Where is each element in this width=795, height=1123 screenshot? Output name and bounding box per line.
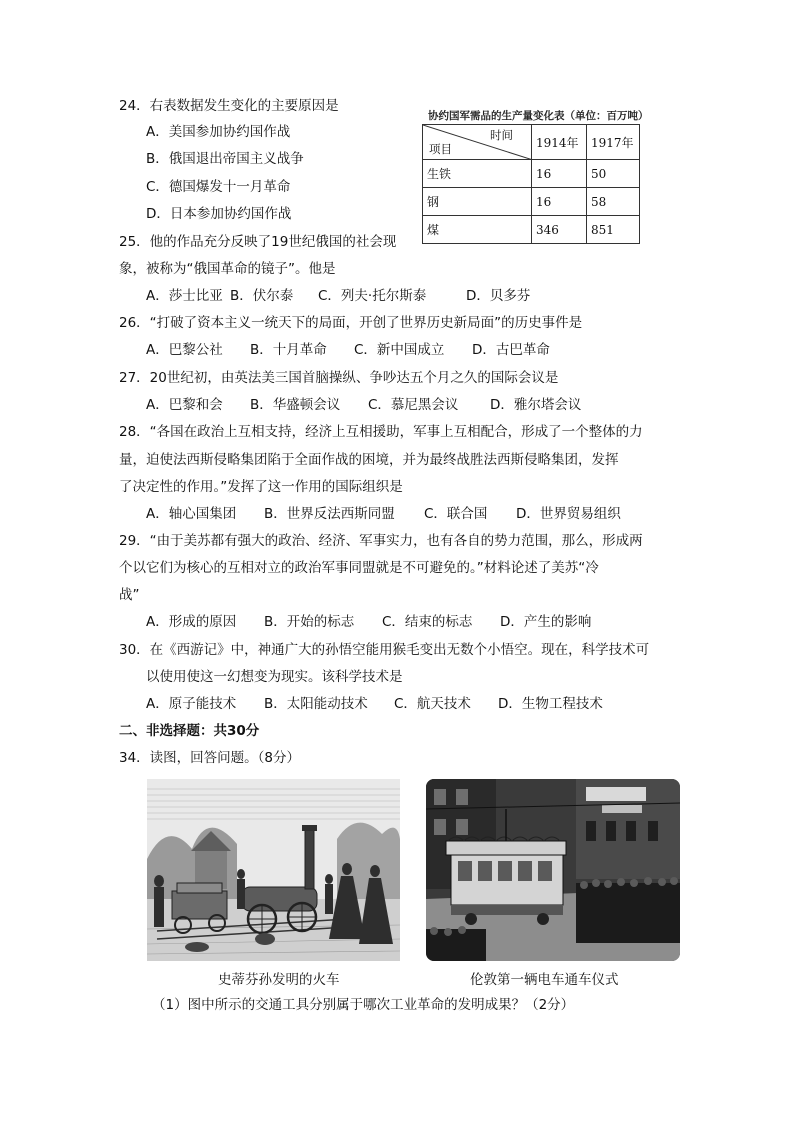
row-value-1914: 16 <box>532 188 587 216</box>
q27-options <box>146 396 581 414</box>
header-item: 项目 <box>429 142 452 156</box>
q28-option-d: D．世界贸易组织 <box>516 506 621 522</box>
locomotive-illustration <box>147 779 400 961</box>
q29-line3: 战” <box>119 587 140 603</box>
q28-line2: 量，迫使法西斯侵略集团陷于全面作战的困境，并为最终战胜法西斯侵略集团，发挥 <box>119 452 619 468</box>
q27-stem: 27．20世纪初，由英法美三国首脑操纵、争吵达五个月之久的国际会议是 <box>119 370 559 386</box>
row-value-1917: 851 <box>587 216 640 244</box>
header-year-1914: 1914年 <box>532 125 587 160</box>
q25-option-c: C．列夫·托尔斯泰 <box>318 288 427 304</box>
q25-line1: 25．他的作品充分反映了19世纪俄国的社会现 <box>119 234 397 250</box>
table-header-row <box>423 125 640 160</box>
caption-tram: 伦敦第一辆电车通车仪式 <box>470 972 619 988</box>
caption-locomotive: 史蒂芬孙发明的火车 <box>218 972 340 988</box>
q26-options <box>146 341 550 359</box>
tram-ceremony-photo <box>426 779 680 961</box>
header-year-1917: 1917年 <box>587 125 640 160</box>
q29-line1: 29．“由于美苏都有强大的政治、经济、军事实力，也有各自的势力范围，那么，形成两 <box>119 533 643 549</box>
q30-option-d: D．生物工程技术 <box>498 696 603 712</box>
q29-option-c: C．结束的标志 <box>382 614 473 630</box>
row-value-1914: 16 <box>532 160 587 188</box>
table-row <box>423 216 640 244</box>
q25-option-a: A．莎士比亚 <box>146 288 223 304</box>
q24-stem: 24．右表数据发生变化的主要原因是 <box>119 98 339 114</box>
q26-option-a: A．巴黎公社 <box>146 342 223 358</box>
q28-options <box>146 505 621 523</box>
q30-option-b: B．太阳能动技术 <box>264 696 368 712</box>
q30-line1: 30．在《西游记》中，神通广大的孙悟空能用猴毛变出无数个小悟空。现在，科学技术可 <box>119 642 650 658</box>
q28-option-c: C．联合国 <box>424 506 488 522</box>
q26-stem: 26．“打破了资本主义一统天下的局面，开创了世界历史新局面”的历史事件是 <box>119 315 583 331</box>
row-item: 钢 <box>423 188 532 216</box>
table-caption: 协约国军需品的生产量变化表（单位：百万吨） <box>428 110 649 122</box>
table-row <box>423 160 640 188</box>
q24-option-b: B．俄国退出帝国主义战争 <box>146 151 304 167</box>
q24-option-d: D．日本参加协约国作战 <box>146 206 292 222</box>
q34-stem: 34．读图，回答问题。（8分） <box>119 750 301 766</box>
q24-option-a: A．美国参加协约国作战 <box>146 124 291 140</box>
q29-options <box>146 613 591 631</box>
table-diagonal-header <box>423 125 532 160</box>
row-value-1917: 50 <box>587 160 640 188</box>
q29-line2: 个以它们为核心的互相对立的政治军事同盟就是不可避免的。”材料论述了美苏“冷 <box>119 560 599 576</box>
q25-line2: 象，被称为“俄国革命的镜子”。他是 <box>119 261 336 277</box>
header-time: 时间 <box>490 128 513 142</box>
q34-sub1: （1）图中所示的交通工具分别属于哪次工业革命的发明成果？（2分） <box>152 997 575 1013</box>
q27-option-b: B．华盛顿会议 <box>250 397 341 413</box>
q25-options <box>146 287 530 305</box>
q27-option-d: D．雅尔塔会议 <box>490 397 582 413</box>
table-row <box>423 188 640 216</box>
q27-option-a: A．巴黎和会 <box>146 397 223 413</box>
q29-option-b: B．开始的标志 <box>264 614 355 630</box>
q26-option-d: D．古巴革命 <box>472 342 550 358</box>
q28-line1: 28．“各国在政治上互相支持，经济上互相援助，军事上互相配合，形成了一个整体的力 <box>119 424 643 440</box>
row-item: 生铁 <box>423 160 532 188</box>
q30-option-c: C．航天技术 <box>394 696 471 712</box>
q30-line2: 以使用使这一幻想变为现实。该科学技术是 <box>146 669 403 685</box>
q25-option-d: D．贝多芬 <box>466 288 531 304</box>
q29-option-d: D．产生的影响 <box>500 614 592 630</box>
row-value-1917: 58 <box>587 188 640 216</box>
row-value-1914: 346 <box>532 216 587 244</box>
q26-option-c: C．新中国成立 <box>354 342 445 358</box>
q26-option-b: B．十月革命 <box>250 342 327 358</box>
q28-line3: 了决定性的作用。”发挥了这一作用的国际组织是 <box>119 479 403 495</box>
q25-option-b: B．伏尔泰 <box>230 288 294 304</box>
row-item: 煤 <box>423 216 532 244</box>
q30-option-a: A．原子能技术 <box>146 696 237 712</box>
q27-option-c: C．慕尼黑会议 <box>368 397 459 413</box>
q28-option-b: B．世界反法西斯同盟 <box>264 506 395 522</box>
q24-option-c: C．德国爆发十一月革命 <box>146 179 291 195</box>
production-table <box>422 124 640 244</box>
q29-option-a: A．形成的原因 <box>146 614 237 630</box>
section-2-title: 二、非选择题：共30分 <box>119 723 260 739</box>
q28-option-a: A．轴心国集团 <box>146 506 237 522</box>
q30-options <box>146 695 603 713</box>
